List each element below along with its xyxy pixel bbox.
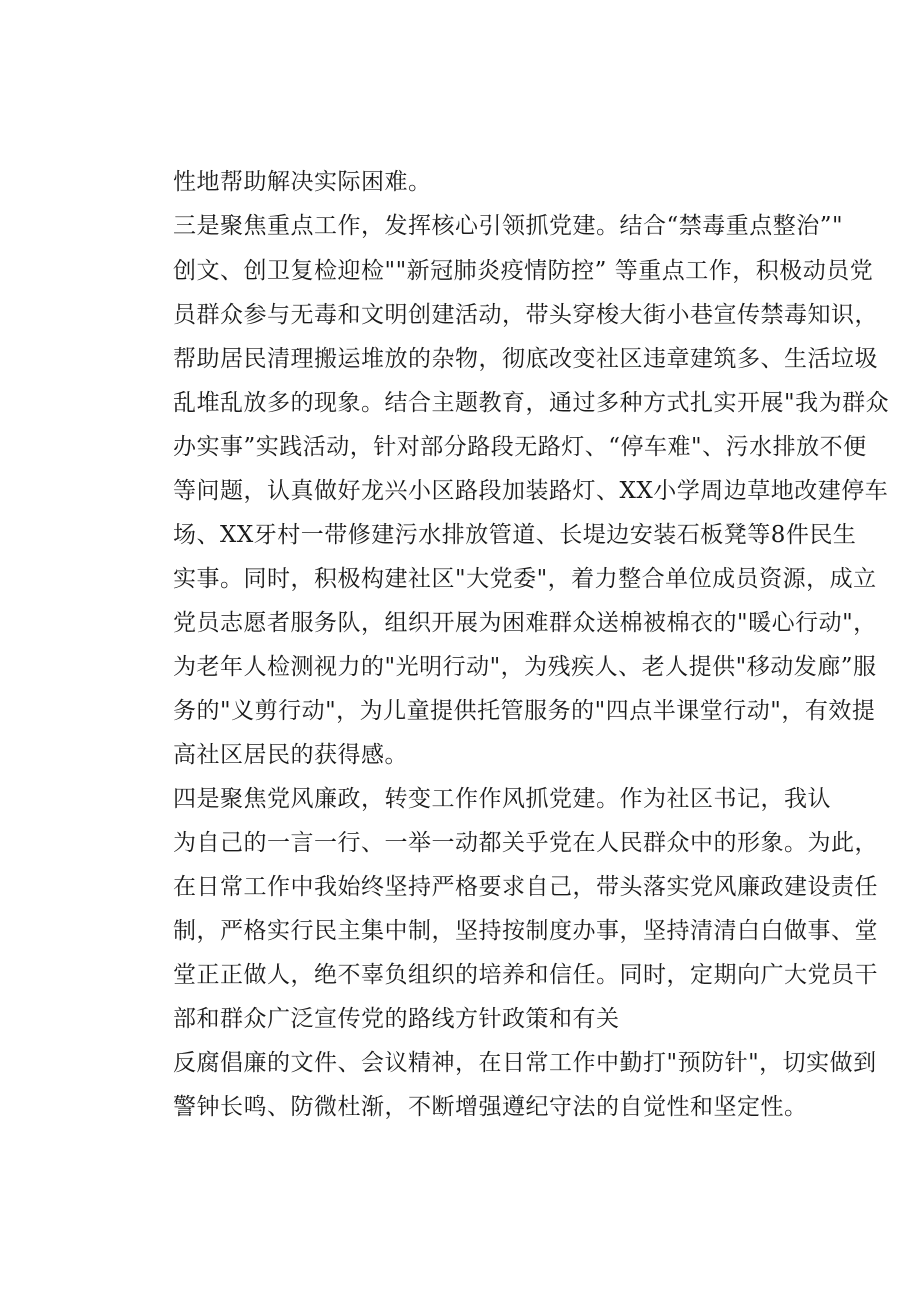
- text-line-18: 制，严格实行民主集中制，坚持按制度办事，坚持清清白白做事、堂: [173, 918, 878, 944]
- text-line-1: 性地帮助解决实际困难。: [173, 169, 432, 195]
- text-line-17: 在日常工作中我始终坚持严格要求自己，带头落实党风廉政建设责任: [173, 874, 878, 900]
- text-line-2: 三是聚焦重点工作，发挥核心引领抓党建。结合“禁毒重点整治”": [173, 213, 844, 239]
- text-line-6: 乱堆乱放多的现象。结合主题教育，通过多种方式扎实开展"我为群众: [173, 390, 890, 416]
- text-line-22: 警钟长鸣、防微杜渐，不断增强遵纪守法的自觉性和坚定性。: [173, 1094, 808, 1120]
- text-line-3: 创文、创卫复检迎检""新冠肺炎疫情防控” 等重点工作，积极动员党: [173, 258, 874, 284]
- text-line-9: 场、XX牙村一带修建污水排放管道、长堤边安装石板凳等8件民生: [173, 522, 857, 548]
- text-line-16: 为自己的一言一行、一举一动都关乎党在人民群众中的形象。为此，: [173, 830, 878, 856]
- text-line-21: 反腐倡廉的文件、会议精神，在日常工作中勤打"预防针"，切实做到: [173, 1050, 877, 1076]
- text-line-5: 帮助居民清理搬运堆放的杂物，彻底改变社区违章建筑多、生活垃圾: [173, 346, 878, 372]
- text-line-7: 办实事”实践活动，针对部分路段无路灯、“停车难"、污水排放不便: [173, 434, 867, 460]
- text-line-10: 实事。同时，积极构建社区"大党委"，着力整合单位成员资源，成立: [173, 566, 877, 592]
- text-line-13: 务的"义剪行动"，为儿童提供托管服务的"四点半课堂行动"，有效提: [173, 698, 876, 724]
- text-line-15: 四是聚焦党风廉政，转变工作作风抓党建。作为社区书记，我认: [173, 786, 831, 812]
- text-line-14: 高社区居民的获得感。: [173, 742, 408, 768]
- text-line-20: 部和群众广泛宣传党的路线方针政策和有关: [173, 1006, 620, 1032]
- text-line-19: 堂正正做人，绝不辜负组织的培养和信任。同时，定期向广大党员干: [173, 962, 878, 988]
- text-line-11: 党员志愿者服务队，组织开展为困难群众送棉被棉衣的"暖心行动"，: [173, 610, 877, 636]
- text-line-12: 为老年人检测视力的"光明行动"，为残疾人、老人提供"移动发廊”服: [173, 654, 877, 680]
- text-line-8: 等问题，认真做好龙兴小区路段加装路灯、XX小学周边草地改建停车: [173, 478, 889, 504]
- text-line-4: 员群众参与无毒和文明创建活动，带头穿梭大街小巷宣传禁毒知识，: [173, 302, 878, 328]
